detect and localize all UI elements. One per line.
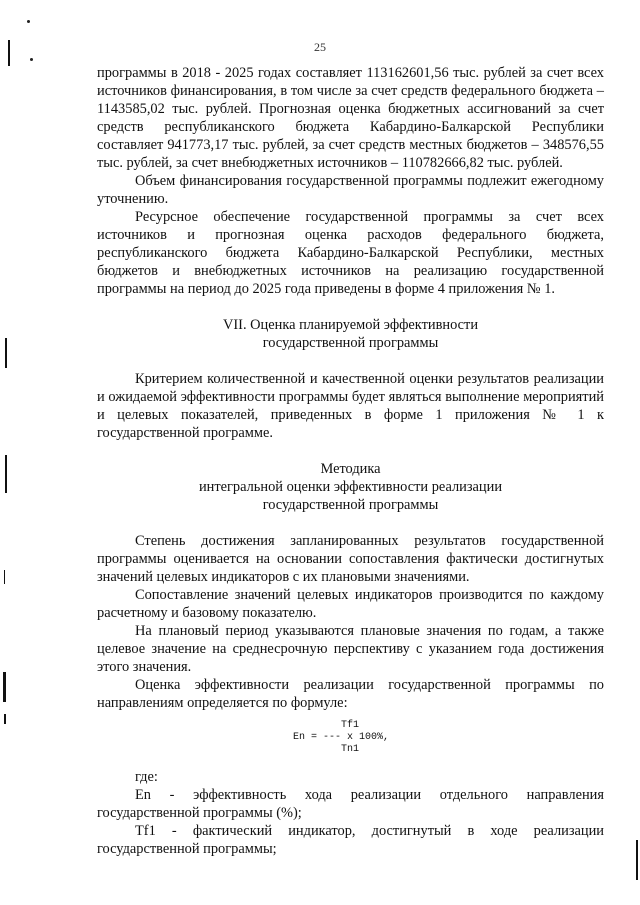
paragraph-resource-support: Ресурсное обеспечение государственной программы за счет всех источников и прогнозная оценка расходов федерального бюджета, республиканского бюджета Кабардино-Балкарской Республики, местных бюджетов и внебюджетных источников на реализацию государственной программы на период до 2025 года приведены в форме 4 приложения № 1. [97, 209, 604, 297]
margin-line [4, 714, 6, 724]
page-number: 25 [314, 40, 326, 54]
paragraph-annual-update: Объем финансирования государственной программы подлежит ежегодному уточнению. [97, 173, 604, 207]
paragraph-planned-period: На плановый период указываются плановые значения по годам, а также целевое значение на среднесрочную перспективу с указанием года достижения этого значения. [97, 623, 604, 675]
formula-main: En = --- x 100%, [293, 732, 390, 743]
methodology-heading-line2: интегральной оценки эффективности реализации [198, 479, 503, 495]
methodology-heading-line3: государственной программы [262, 497, 439, 513]
efficiency-formula [293, 720, 604, 756]
scan-dot [27, 20, 30, 23]
where-label: где: [135, 769, 158, 785]
paragraph-formula-intro: Оценка эффективности реализации государственной программы по направлениям определяется по формуле: [97, 677, 604, 711]
margin-line [4, 570, 5, 584]
methodology-heading-line1: Методика [320, 461, 381, 477]
paragraph-comparison: Сопоставление значений целевых индикаторов производится по каждому расчетному и базовому показателю. [97, 587, 604, 621]
section-heading-line1: VII. Оценка планируемой эффективности [222, 317, 479, 333]
margin-line [636, 840, 638, 880]
margin-line [5, 455, 7, 493]
formula-numerator: Tf1 [341, 720, 360, 731]
paragraph-criteria: Критерием количественной и качественной оценки результатов реализации и ожидаемой эффективности программы будет являться выполнение мероприятий и целевых показателей, приведенных в форме 1 приложения № 1 к государственной программе. [97, 371, 604, 441]
document-body [97, 64, 604, 858]
margin-line [5, 338, 7, 368]
definition-tf1: Tf1 - фактический индикатор, достигнутый в ходе реализации государственной программы; [97, 823, 604, 857]
paragraph-degree-achievement: Степень достижения запланированных результатов государственной программы оценивается на основании сопоставления фактически достигнутых значений целевых индикаторов с их плановыми значениями. [97, 533, 604, 585]
margin-line [3, 672, 6, 702]
definition-en: En - эффективность хода реализации отдельного направления государственной программы (%); [97, 787, 604, 821]
formula-denominator: Tn1 [341, 744, 360, 755]
paragraph-funding-total: программы в 2018 - 2025 годах составляет 113162601,56 тыс. рублей за счет всех источников финансирования, в том числе за счет средств федерального бюджета – 1143585,02 тыс. рублей. Прогнозная оценка бюджетных ассигнований за счет средств республиканского бюджета Кабардино-Балкарской Республики составляет 941773,17 тыс. рублей, за счет средств местных бюджетов – 348576,55 тыс. рублей, за счет внебюджетных источников – 110782666,82 тыс. рублей. [97, 65, 604, 171]
section-heading-line2: государственной программы [262, 335, 439, 351]
scan-dot [30, 58, 33, 61]
